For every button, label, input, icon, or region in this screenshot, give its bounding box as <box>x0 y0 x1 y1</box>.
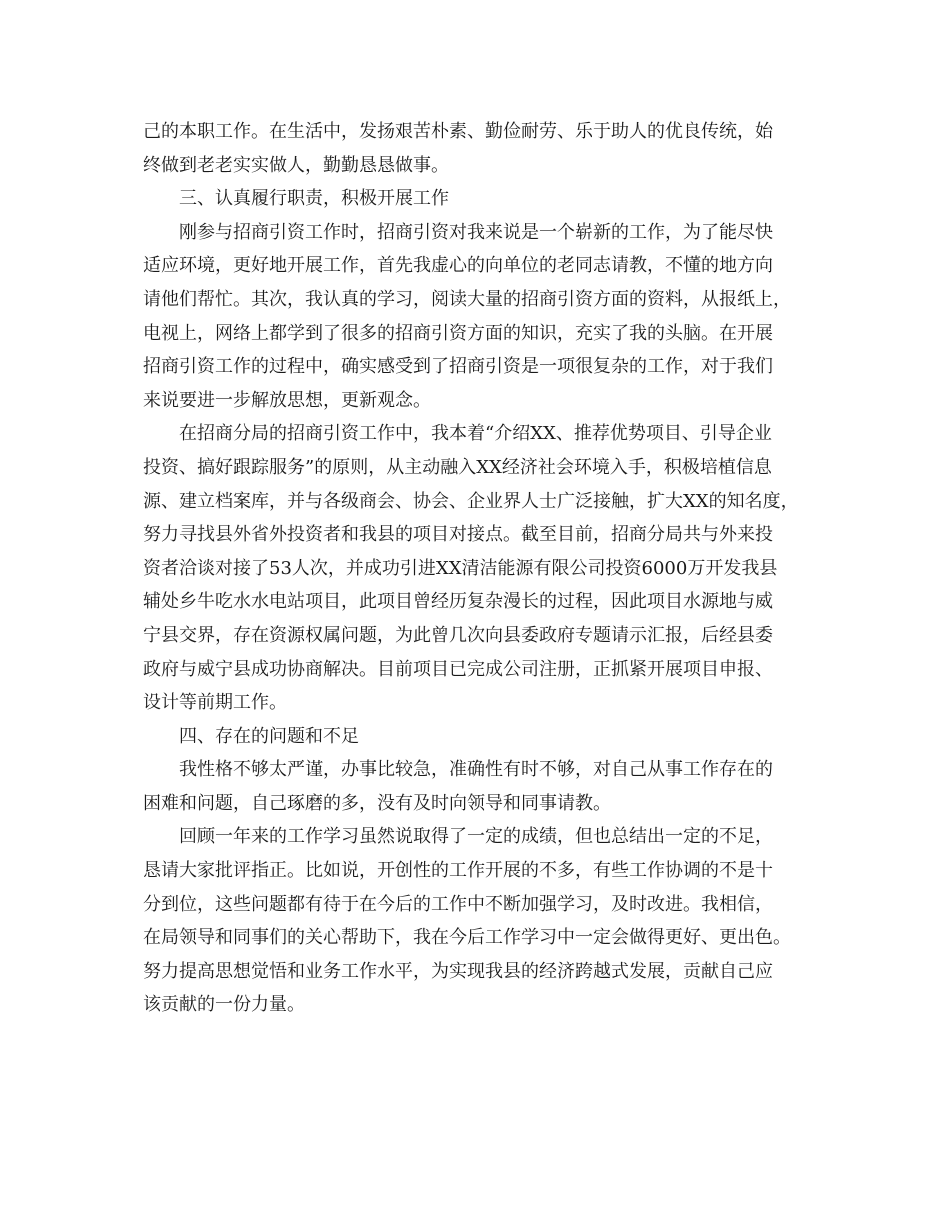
text-line: 电视上，网络上都学到了很多的招商引资方面的知识，充实了我的头脑。在开展 <box>143 322 773 344</box>
text-line: 资者洽谈对接了53人次，并成功引进XX清洁能源有限公司投资6000万开发我县 <box>143 557 778 579</box>
text-line: 设计等前期工作。 <box>143 692 287 714</box>
text-line: 请他们帮忙。其次，我认真的学习，阅读大量的招商引资方面的资料，从报纸上， <box>143 288 791 310</box>
text-line: 困难和问题，自己琢磨的多，没有及时向领导和同事请教。 <box>143 792 611 814</box>
text-line: 终做到老老实实做人，勤勤恳恳做事。 <box>143 154 449 176</box>
text-line: 招商引资工作的过程中，确实感受到了招商引资是一项很复杂的工作，对于我们 <box>143 356 773 378</box>
text-line: 恳请大家批评指正。比如说，开创性的工作开展的不多，有些工作协调的不是十 <box>143 860 773 882</box>
text-line: 在局领导和同事们的关心帮助下，我在今后工作学习中一定会做得更好、更出色。 <box>143 927 791 949</box>
text-line: 三、认真履行职责，积极开展工作 <box>179 188 449 210</box>
text-line: 投资、搞好跟踪服务”的原则，从主动融入XX经济社会环境入手，积极培植信息 <box>143 456 772 478</box>
text-line: 努力寻找县外省外投资者和我县的项目对接点。截至目前，招商分局共与外来投 <box>143 524 773 546</box>
document-body <box>143 115 813 1022</box>
text-line: 我性格不够太严谨，办事比较急，准确性有时不够，对自己从事工作存在的 <box>179 759 773 781</box>
text-line: 分到位，这些问题都有待于在今后的工作中不断加强学习，及时改进。我相信， <box>143 893 773 915</box>
text-line: 政府与威宁县成功协商解决。目前项目已完成公司注册，正抓紧开展项目申报、 <box>143 658 773 680</box>
text-line: 源、建立档案库，并与各级商会、协会、企业界人士广泛接触，扩大XX的知名度， <box>143 490 799 512</box>
text-line: 四、存在的问题和不足 <box>179 725 359 747</box>
text-line: 回顾一年来的工作学习虽然说取得了一定的成绩，但也总结出一定的不足， <box>179 826 773 848</box>
text-line: 在招商分局的招商引资工作中，我本着“介绍XX、推荐优势项目、引导企业 <box>179 423 772 445</box>
text-line: 适应环境，更好地开展工作，首先我虚心的向单位的老同志请教，不懂的地方向 <box>143 255 773 277</box>
text-line: 己的本职工作。在生活中，发扬艰苦朴素、勤俭耐劳、乐于助人的优良传统，始 <box>143 121 773 142</box>
text-line: 辅处乡牛吃水水电站项目，此项目曾经历复杂漫长的过程，因此项目水源地与威 <box>143 591 773 613</box>
text-line: 宁县交界，存在资源权属问题，为此曾几次向县委政府专题请示汇报，后经县委 <box>143 624 773 646</box>
text-line: 来说要进一步解放思想，更新观念。 <box>143 389 431 411</box>
text-line: 该贡献的一份力量。 <box>143 994 305 1016</box>
text-line: 刚参与招商引资工作时，招商引资对我来说是一个崭新的工作，为了能尽快 <box>179 221 773 243</box>
text-line: 努力提高思想觉悟和业务工作水平，为实现我县的经济跨越式发展，贡献自己应 <box>143 960 773 982</box>
